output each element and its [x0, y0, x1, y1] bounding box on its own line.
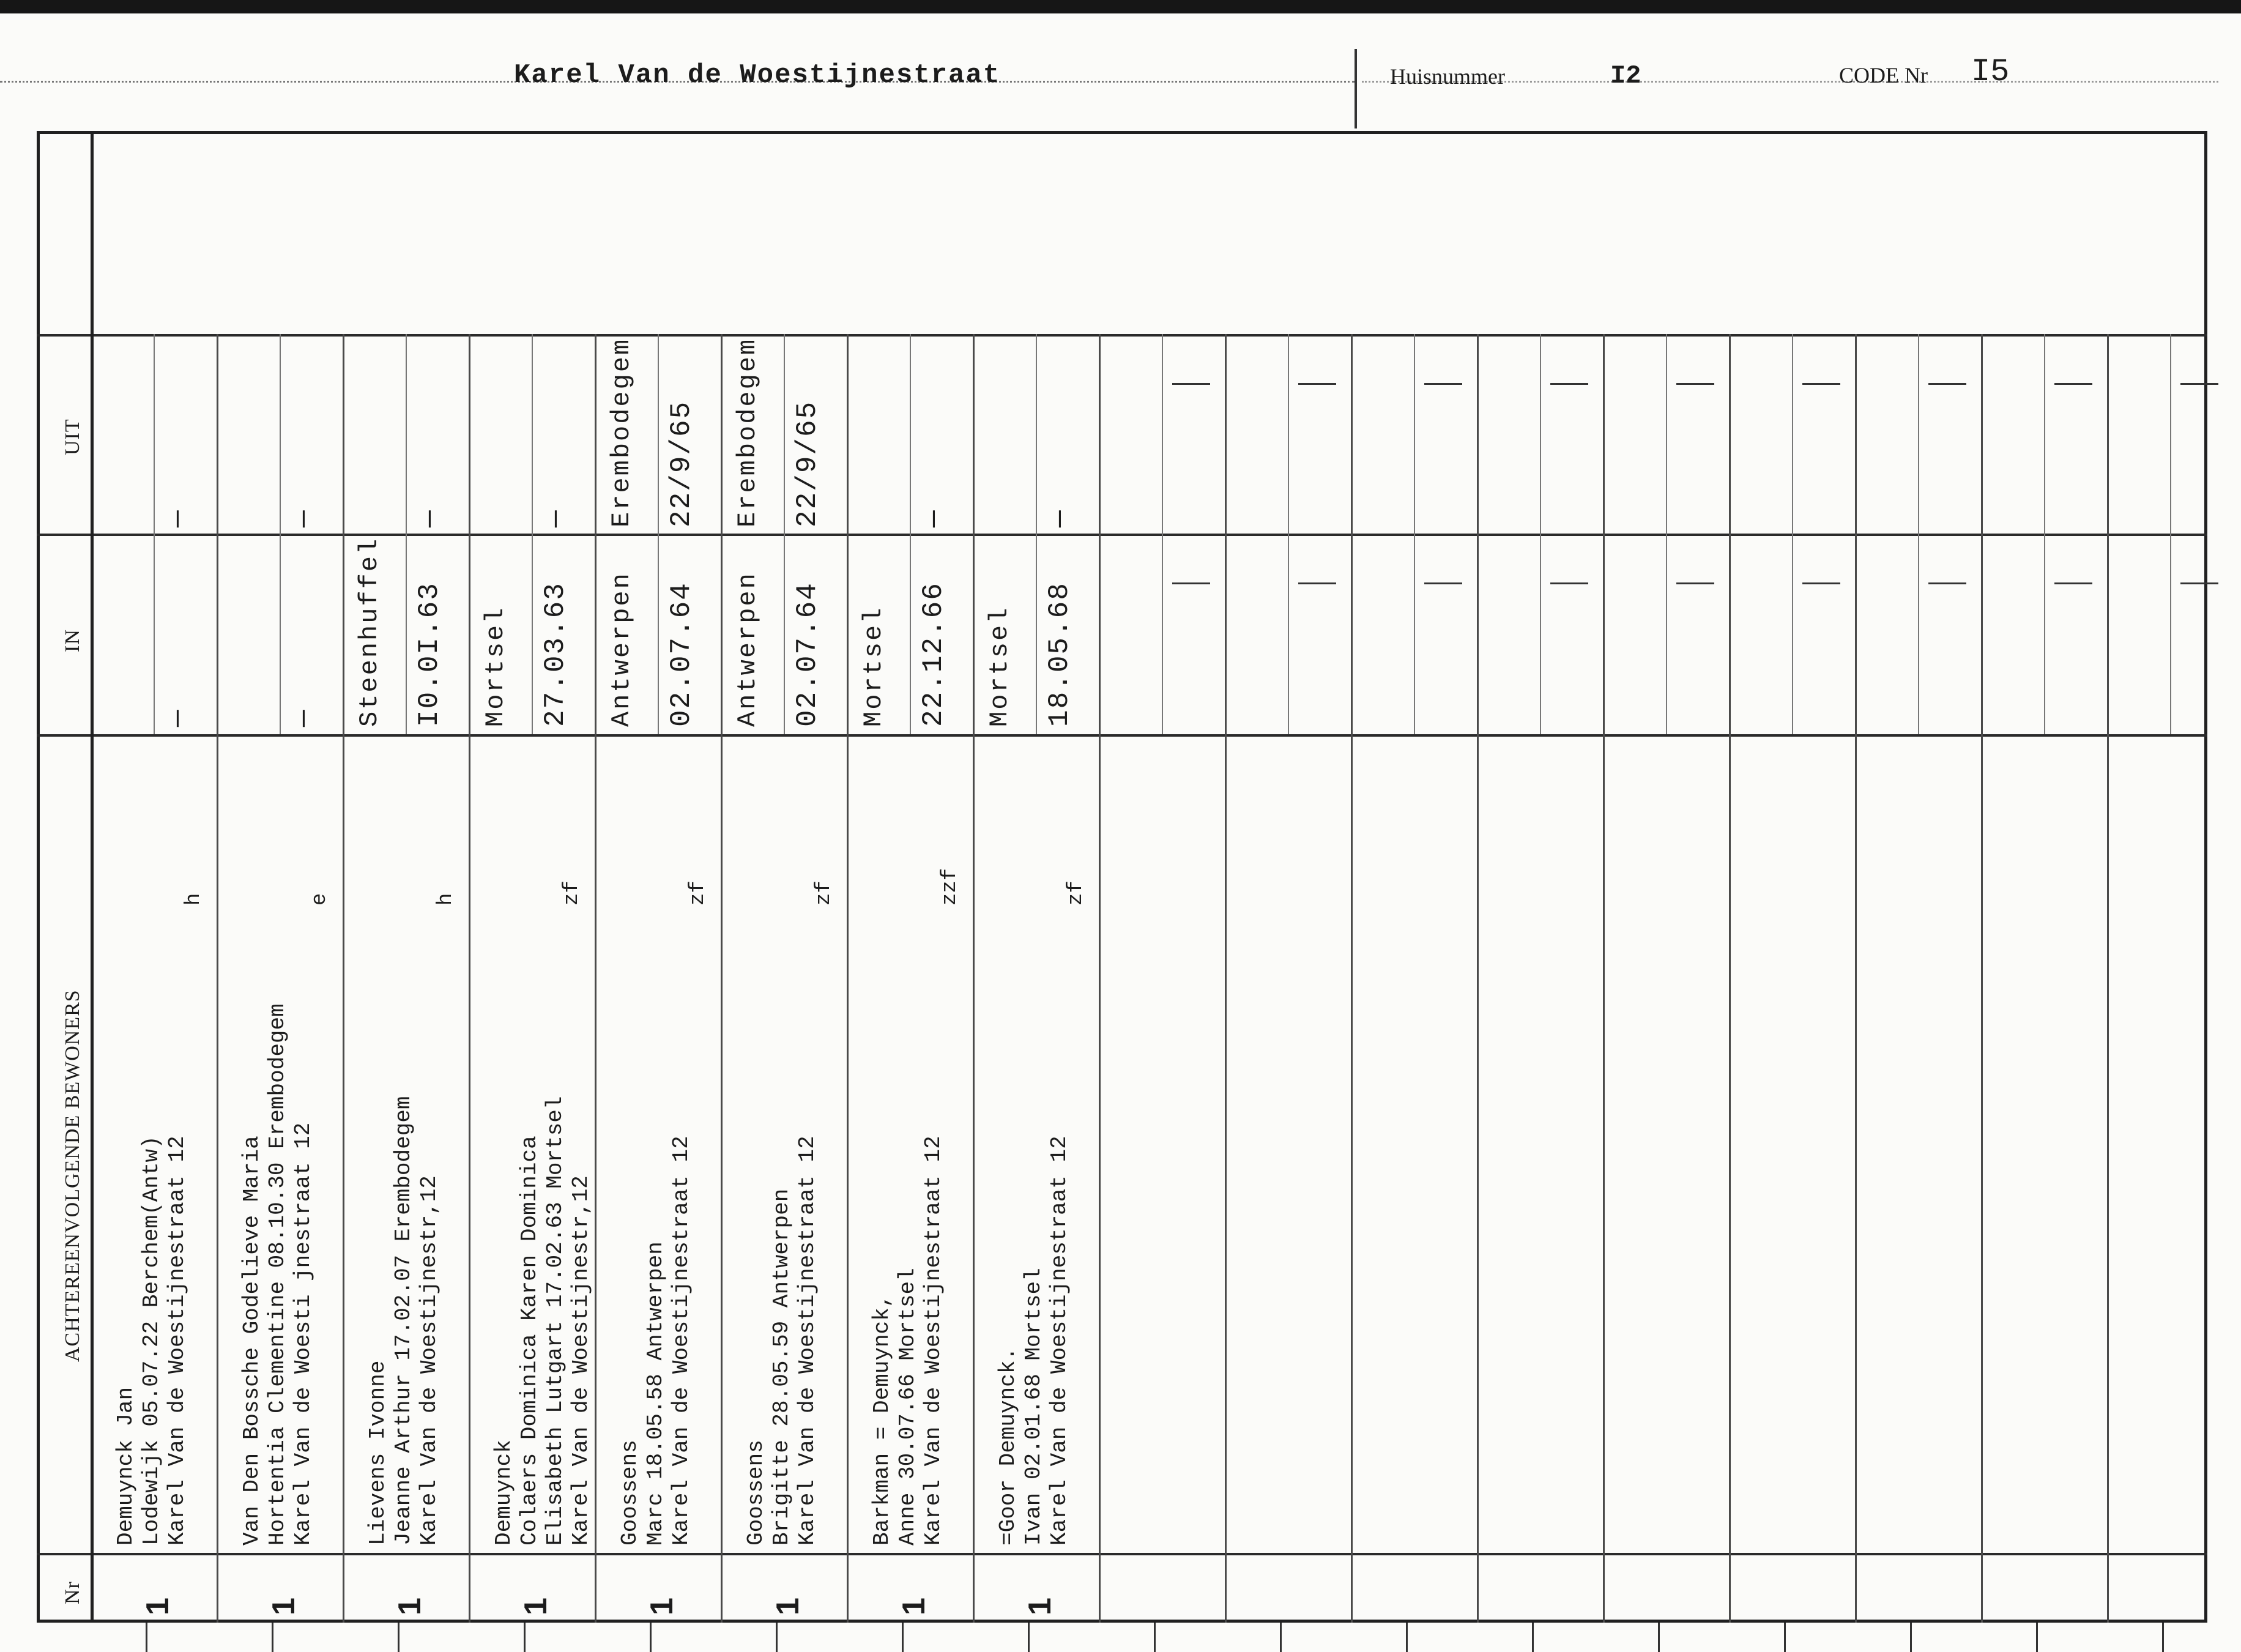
in-date: I0.0I.63: [414, 582, 445, 727]
sub-column-separator: [406, 334, 407, 734]
section-divider-uit: [37, 334, 2207, 337]
empty-dash: [1928, 582, 1966, 584]
entry-number: 1: [518, 1598, 554, 1615]
household-mark: h: [434, 893, 458, 906]
code-value: I5: [1971, 54, 2010, 90]
empty-dash: [1802, 582, 1840, 584]
header-separator: [1355, 49, 1357, 128]
sub-column-separator: [1036, 334, 1037, 734]
resident-line: Karel Van de Woestijnestraat 12: [669, 1136, 694, 1546]
entry-number: 1: [392, 1598, 428, 1615]
bottom-tick: [1028, 1623, 1030, 1652]
column-separator: [1729, 334, 1731, 1623]
column-separator: [1981, 334, 1983, 1623]
resident-line: Lievens Ivonne: [365, 1360, 390, 1546]
resident-line: Jeanne Arthur 17.02.07 Erembodegem: [391, 1096, 416, 1546]
out-date: —: [162, 509, 193, 527]
sub-column-separator: [1918, 334, 1919, 734]
resident-line: Demuynck Jan: [113, 1386, 138, 1546]
in-place: Mortsel: [481, 606, 510, 727]
sub-column-separator: [910, 334, 911, 734]
bottom-tick: [650, 1623, 652, 1652]
resident-line: Karel Van de Woestijnestraat 12: [795, 1136, 820, 1546]
bottom-tick: [1910, 1623, 1912, 1652]
entry-number: 1: [770, 1598, 806, 1615]
in-place: Antwerpen: [733, 571, 762, 727]
resident-line: Ivan 02.01.68 Mortsel: [1021, 1268, 1046, 1546]
sub-column-separator: [658, 334, 659, 734]
out-date: —: [918, 509, 950, 527]
empty-dash: [2180, 582, 2218, 584]
column-separator: [2107, 334, 2109, 1623]
column-separator: [721, 334, 723, 1623]
empty-dash: [1676, 383, 1714, 385]
bottom-tick: [272, 1623, 273, 1652]
bottom-tick: [2036, 1623, 2038, 1652]
sub-column-separator: [784, 334, 785, 734]
sub-column-separator: [1288, 334, 1289, 734]
resident-line: Karel Van de Woestijnestraat 12: [165, 1136, 190, 1546]
out-place: Erembodegem: [607, 337, 636, 527]
resident-line: Karel Van de Woestijnestraat 12: [1047, 1136, 1072, 1546]
register-table: [37, 131, 2207, 1623]
header-column-separator: [91, 131, 94, 1623]
bottom-tick: [1406, 1623, 1408, 1652]
in-date: 02.07.64: [792, 582, 823, 727]
uit-column-header: UIT: [61, 419, 84, 455]
column-separator: [1099, 334, 1101, 1623]
section-divider-in: [37, 534, 2207, 536]
empty-dash: [1298, 582, 1336, 584]
empty-dash: [1424, 582, 1462, 584]
resident-line: =Goor Demuynck.: [995, 1347, 1020, 1546]
column-separator: [595, 334, 596, 1623]
in-date: —: [288, 709, 319, 727]
column-separator: [343, 334, 344, 1623]
resident-line: Colaers Dominica Karen Dominica: [517, 1136, 542, 1546]
bottom-tick: [524, 1623, 526, 1652]
entry-number: 1: [140, 1598, 176, 1615]
residents-column-header: ACHTEREENVOLGENDE BEWONERS: [61, 989, 84, 1362]
section-divider-residents: [37, 734, 2207, 737]
code-label: CODE Nr: [1839, 63, 1928, 87]
resident-line: Elisabeth Lutgart 17.02.63 Mortsel: [543, 1096, 568, 1546]
empty-dash: [1172, 383, 1210, 385]
empty-dash: [2054, 582, 2092, 584]
household-mark: zf: [560, 880, 584, 906]
bottom-tick: [902, 1623, 904, 1652]
out-date: 22/9/65: [666, 400, 697, 527]
entry-number: 1: [896, 1598, 932, 1615]
bottom-tick: [2162, 1623, 2164, 1652]
out-date: 22/9/65: [792, 400, 823, 527]
sub-column-separator: [280, 334, 281, 734]
empty-dash: [1424, 383, 1462, 385]
sub-column-separator: [532, 334, 533, 734]
resident-line: Lodewijk 05.07.22 Berchem(Antw): [139, 1136, 164, 1546]
sub-column-separator: [1666, 334, 1667, 734]
sub-column-separator: [2170, 334, 2171, 734]
household-mark: h: [182, 893, 206, 906]
bottom-tick: [146, 1623, 147, 1652]
entry-number: 1: [1022, 1598, 1058, 1615]
out-date: —: [1044, 509, 1076, 527]
empty-dash: [1676, 582, 1714, 584]
resident-line: Goossens: [617, 1440, 642, 1546]
house-number-value: I2: [1610, 61, 1641, 91]
bottom-tick: [398, 1623, 400, 1652]
column-separator: [217, 334, 218, 1623]
empty-dash: [1928, 383, 1966, 385]
empty-dash: [1550, 582, 1588, 584]
empty-dash: [1802, 383, 1840, 385]
column-separator: [1351, 334, 1353, 1623]
bottom-tick: [776, 1623, 778, 1652]
empty-dash: [1298, 383, 1336, 385]
column-separator: [469, 334, 470, 1623]
entry-number: 1: [266, 1598, 302, 1615]
street-name: Karel Van de Woestijnestraat: [514, 60, 1001, 91]
household-mark: zzf: [938, 868, 962, 906]
resident-line: Barkman = Demuynck,: [869, 1294, 894, 1546]
in-place: Mortsel: [859, 606, 888, 727]
nr-column-header: Nr: [61, 1581, 84, 1604]
column-separator: [1225, 334, 1227, 1623]
empty-dash: [2054, 383, 2092, 385]
column-separator: [847, 334, 849, 1623]
bottom-tick: [1658, 1623, 1660, 1652]
in-date: 18.05.68: [1044, 582, 1076, 727]
sub-column-separator: [1414, 334, 1415, 734]
resident-line: Karel Van de Woesti jnestraat 12: [291, 1122, 316, 1546]
sub-column-separator: [2044, 334, 2045, 734]
resident-line: Brigitte 28.05.59 Antwerpen: [769, 1188, 794, 1546]
resident-line: Anne 30.07.66 Mortsel: [895, 1268, 920, 1546]
bottom-tick: [1532, 1623, 1534, 1652]
in-date: 02.07.64: [666, 582, 697, 727]
resident-line: Goossens: [743, 1440, 768, 1546]
resident-line: Marc 18.05.58 Antwerpen: [643, 1241, 668, 1546]
in-date: —: [162, 709, 193, 727]
resident-line: Van Den Bossche Godelieve Maria: [239, 1136, 264, 1546]
section-divider-nr: [37, 1553, 2207, 1555]
sub-column-separator: [1162, 334, 1163, 734]
out-place: Erembodegem: [733, 337, 762, 527]
column-separator: [973, 334, 975, 1623]
empty-dash: [1172, 582, 1210, 584]
in-date: 27.03.63: [540, 582, 571, 727]
resident-line: Karel Van de Woestijnestraat 12: [921, 1136, 946, 1546]
sub-column-separator: [1540, 334, 1541, 734]
bottom-tick: [1784, 1623, 1786, 1652]
column-separator: [1603, 334, 1605, 1623]
in-place: Steenhuffel: [355, 537, 384, 727]
scan-top-edge: [0, 0, 2241, 13]
out-date: —: [414, 509, 445, 527]
household-mark: zf: [1065, 880, 1088, 906]
in-place: Antwerpen: [607, 571, 636, 727]
household-mark: zf: [812, 880, 836, 906]
household-mark: e: [308, 893, 332, 906]
entry-number: 1: [644, 1598, 680, 1615]
empty-dash: [2180, 383, 2218, 385]
bottom-tick: [1280, 1623, 1282, 1652]
resident-line: Karel Van de Woestijnestr,12: [568, 1175, 593, 1546]
in-date: 22.12.66: [918, 582, 950, 727]
resident-line: Karel Van de Woestijnestr,12: [417, 1175, 442, 1546]
bottom-tick: [1154, 1623, 1156, 1652]
in-place: Mortsel: [985, 606, 1014, 727]
in-column-header: IN: [61, 629, 84, 652]
sub-column-separator: [154, 334, 155, 734]
out-date: —: [540, 509, 571, 527]
resident-line: Demuynck: [491, 1440, 516, 1546]
house-number-label: Huisnummer: [1390, 64, 1505, 89]
column-separator: [1855, 334, 1857, 1623]
empty-dash: [1550, 383, 1588, 385]
out-date: —: [288, 509, 319, 527]
column-separator: [1477, 334, 1479, 1623]
sub-column-separator: [1792, 334, 1793, 734]
resident-line: Hortentia Clementine 08.10.30 Erembodegem: [265, 1003, 290, 1546]
household-mark: zf: [686, 880, 710, 906]
